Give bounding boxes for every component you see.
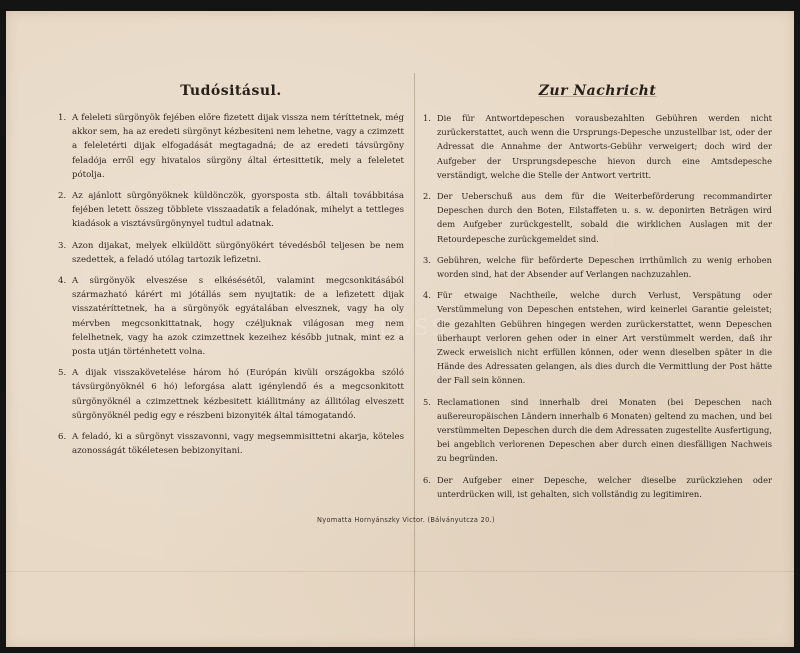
- item-text: Gebühren, welche für beförderte Depeschen irrthümlich zu wenig erhoben worden sind, hat der Absender auf Verlangen nachzuzahlen.: [437, 254, 772, 280]
- fold-line-horizontal: [6, 571, 794, 572]
- item-text: Die für Antwortdepeschen vorausbezahlten Gebühren werden nicht zurückerstattet, auch wenn die Ursprungs-Depesche unzustellbar ist, oder der Adressat die Annahme der Antworts-Gebühr verweigert; doch wird der Aufgeber der Ursprungsdepesche hievon durch eine Amtsdepesche verständigt, welche die Stelle der Antwort vertritt.: [437, 113, 772, 180]
- notice-item: [423, 395, 772, 466]
- notice-item: [58, 111, 404, 182]
- notice-item: [423, 253, 772, 281]
- item-text: Reclamationen sind innerhalb drei Monaten (bei Depeschen nach außereuropäischen Ländern innerhalb 6 Monaten) geltend zu machen, und bei verstümmelten Depeschen durch die dem Adressaten zugestellte Ausfertigung, bei angeblich verlorenen Depeschen aber durch einen diesfälligen Nachweis zu begründen.: [437, 396, 772, 464]
- printer-imprint: Nyomatta Hornyánszky Victor. (Bálványutcza 20.): [317, 516, 495, 524]
- notice-item: [423, 111, 772, 182]
- item-number: 1.: [423, 113, 431, 123]
- notice-item: [423, 473, 772, 501]
- notice-item: [58, 366, 404, 423]
- item-number: 3.: [423, 254, 431, 265]
- item-text: Az ajánlott sürgönyöknek küldönczök, gyorsposta stb. általi továbbitása fejében letett összeg többlete visszaadatik a feladónak, mihelyt a tettleges kiadások a visztávsürgönynyel tudtul adatnak.: [72, 191, 404, 230]
- notice-item: [58, 189, 404, 232]
- german-notice-column: [423, 83, 772, 508]
- item-text: A sürgönyök elveszése s elkésésétől, valamint megcsonkitásából származható kárért mi jótállás sem nyujtatik: de a lefizetett dijak visszatéríttetnek, ha a sürgönyök egyátalában elvesznek, vagy ha oly mérvben megcsonkittatnak, hogy czéljuknak világosan meg nem felelhetnek, vagy ha azok czimzettnek kezeihez később jutnak, mint ez a posta utján történhetett volna.: [72, 276, 404, 358]
- item-text: Der Ueberschuß aus dem für die Weiterbeförderung recommandirter Depeschen durch den Boten, Eilstaffeten u. s. w. deponirten Beträgen wird dem Aufgeber zurückgestellt, sobald die wirklichen Auslagen mit der Retourdepesche zurückgemeldet sind.: [437, 191, 772, 244]
- notice-item: [58, 239, 404, 267]
- item-text: A dijak visszakövetelése három hó (Európán kivüli országokba szóló távsürgönyöknél 6 hó) leforgása alatt igénylendő és a megcsonkitott sürgönyöknél a czimzettnek kézbesitett kiállitmány az állitólag elveszett sürgönyöknél pedig egy e részbeni bizonyiték által támogatandó.: [72, 368, 404, 421]
- item-text: Für etwaige Nachtheile, welche durch Verlust, Verspätung oder Verstümmelung von Depeschen entstehen, wird keinerlei Garantie geleistet; die gezahlten Gebühren hingegen werden zurückerstattet, wenn Depeschen überhaupt verloren gehen oder in einer Art verstümmelt werden, daß ihr Zweck erweislich nicht erfüllen können, oder wenn dieselben später in die Hände des Adressaten gelangen, als dies durch die Vermittlung der Post hätte der Fall sein können.: [437, 290, 772, 386]
- item-number: 6.: [423, 474, 431, 485]
- hungarian-notice-title: Tudósitásul.: [180, 83, 282, 99]
- watermark: FLOSS: [363, 316, 449, 341]
- item-number: 6.: [58, 432, 67, 443]
- item-number: 4.: [58, 276, 67, 287]
- notice-item: [58, 430, 404, 458]
- item-number: 1.: [58, 113, 67, 123]
- item-number: 5.: [58, 368, 67, 379]
- notice-item: [423, 189, 772, 246]
- item-number: 4.: [423, 290, 431, 301]
- item-text: Azon dijakat, melyek elküldött sürgönyökért tévedésből teljesen be nem szedettek, a feladó utólag tartozik lefizetni.: [72, 240, 404, 265]
- item-number: 2.: [423, 191, 431, 202]
- german-notice-title: Zur Nachricht: [538, 83, 657, 99]
- document-sheet: [6, 11, 794, 647]
- item-number: 5.: [423, 396, 431, 407]
- item-number: 3.: [58, 240, 67, 251]
- item-text: A feleleti sürgönyök fejében előre fizetett dijak vissza nem téríttetnek, még akkor sem, ha az eredeti sürgönyt kézbesiteni nem lehetne, vagy a czimzett a feleletérti dijak elfogadását megtagadná; de az eredeti távsürgöny feladója erről egy hivatalos sürgöny által értesittetik, mely a feleletet pótolja.: [72, 113, 404, 180]
- item-text: Der Aufgeber einer Depesche, welcher dieselbe zurückziehen oder unterdrücken will, ist gehalten, sich vollständig zu legitimiren.: [437, 474, 772, 499]
- item-text: A feladó, ki a sürgönyt visszavonni, vagy megsemmisittetni akarja, köteles azonosságát tökéletesen bebizonyitani.: [72, 432, 404, 457]
- hungarian-notice-column: [58, 83, 404, 465]
- item-number: 2.: [58, 191, 67, 202]
- fold-line-vertical: [414, 73, 415, 647]
